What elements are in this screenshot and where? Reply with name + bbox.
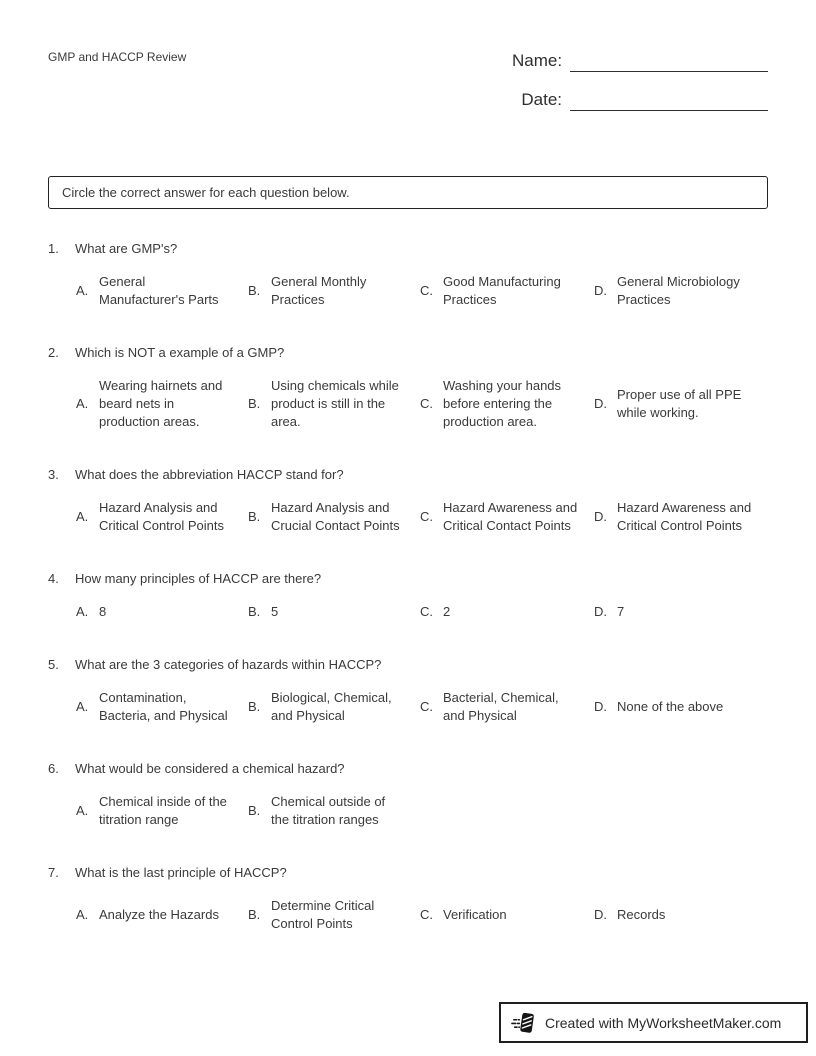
question-number: 5. bbox=[48, 657, 59, 672]
question-item bbox=[48, 656, 768, 725]
instruction-text: Circle the correct answer for each question below. bbox=[62, 185, 350, 200]
worksheet-maker-logo-icon bbox=[511, 1010, 537, 1036]
option-letter: D. bbox=[594, 283, 607, 298]
options-row bbox=[76, 377, 768, 431]
option-letter: B. bbox=[248, 803, 261, 818]
option-item bbox=[420, 273, 594, 309]
option-text: 7 bbox=[617, 604, 625, 619]
option-text: Analyze the Hazards bbox=[99, 907, 219, 922]
option-letter: A. bbox=[76, 699, 89, 714]
question-row bbox=[48, 760, 768, 778]
question-text: What is the last principle of HACCP? bbox=[75, 865, 287, 880]
question-text: What does the abbreviation HACCP stand for? bbox=[75, 467, 344, 482]
option-letter: B. bbox=[248, 699, 261, 714]
question-number: 2. bbox=[48, 345, 59, 360]
date-line bbox=[570, 87, 768, 111]
option-item bbox=[76, 906, 248, 924]
option-text: 8 bbox=[99, 604, 107, 619]
option-text: Hazard Analysis and Crucial Contact Points bbox=[271, 500, 400, 533]
option-text: Washing your hands before entering the production area. bbox=[443, 378, 562, 429]
option-item bbox=[76, 499, 248, 535]
option-item bbox=[248, 377, 420, 431]
option-item bbox=[420, 377, 594, 431]
option-text: Contamination, Bacteria, and Physical bbox=[99, 690, 228, 723]
option-text: Verification bbox=[443, 907, 507, 922]
option-item bbox=[594, 386, 768, 422]
question-text: Which is NOT a example of a GMP? bbox=[75, 345, 285, 360]
option-letter: D. bbox=[594, 604, 607, 619]
option-letter: D. bbox=[594, 907, 607, 922]
option-text: Bacterial, Chemical, and Physical bbox=[443, 690, 559, 723]
option-item bbox=[248, 273, 420, 309]
option-letter: C. bbox=[420, 283, 433, 298]
question-row bbox=[48, 656, 768, 674]
option-text: General Manufacturer's Parts bbox=[99, 274, 219, 307]
option-item bbox=[76, 377, 248, 431]
option-item bbox=[420, 906, 594, 924]
question-row bbox=[48, 240, 768, 258]
option-letter: A. bbox=[76, 803, 89, 818]
name-line bbox=[570, 48, 768, 72]
option-text: Determine Critical Control Points bbox=[271, 898, 375, 931]
question-number: 3. bbox=[48, 467, 59, 482]
option-item bbox=[248, 793, 420, 829]
header bbox=[48, 48, 768, 126]
option-letter: B. bbox=[248, 283, 261, 298]
option-letter: D. bbox=[594, 396, 607, 411]
option-text: 5 bbox=[271, 604, 279, 619]
question-text: What would be considered a chemical hazard? bbox=[75, 761, 345, 776]
option-letter: C. bbox=[420, 396, 433, 411]
option-text: Chemical outside of the titration ranges bbox=[271, 794, 386, 827]
question-item bbox=[48, 864, 768, 933]
option-letter: D. bbox=[594, 699, 607, 714]
question-number: 4. bbox=[48, 571, 59, 586]
option-text: Biological, Chemical, and Physical bbox=[271, 690, 392, 723]
option-text: Hazard Analysis and Critical Control Points bbox=[99, 500, 224, 533]
options-row bbox=[76, 897, 768, 933]
option-letter: C. bbox=[420, 509, 433, 524]
option-letter: A. bbox=[76, 509, 89, 524]
question-text: How many principles of HACCP are there? bbox=[75, 571, 322, 586]
footer-credit-link[interactable] bbox=[499, 1002, 808, 1043]
option-item bbox=[594, 603, 768, 621]
date-row bbox=[512, 87, 768, 111]
option-text: General Microbiology Practices bbox=[617, 274, 740, 307]
option-text: Chemical inside of the titration range bbox=[99, 794, 227, 827]
question-number: 6. bbox=[48, 761, 59, 776]
option-text: Wearing hairnets and beard nets in production areas. bbox=[99, 378, 223, 429]
question-item bbox=[48, 344, 768, 431]
options-row bbox=[76, 689, 768, 725]
option-item bbox=[420, 689, 594, 725]
option-item bbox=[248, 603, 420, 621]
option-item bbox=[76, 793, 248, 829]
option-letter: A. bbox=[76, 396, 89, 411]
question-row bbox=[48, 466, 768, 484]
question-number: 1. bbox=[48, 241, 59, 256]
option-text: Using chemicals while product is still in the area. bbox=[271, 378, 399, 429]
option-item bbox=[248, 689, 420, 725]
option-item bbox=[76, 689, 248, 725]
option-letter: A. bbox=[76, 907, 89, 922]
option-text: Good Manufacturing Practices bbox=[443, 274, 561, 307]
option-letter: B. bbox=[248, 604, 261, 619]
options-row bbox=[76, 499, 768, 535]
question-row bbox=[48, 570, 768, 588]
date-label: Date: bbox=[521, 90, 562, 109]
option-item bbox=[248, 897, 420, 933]
option-letter: C. bbox=[420, 699, 433, 714]
option-text: Hazard Awareness and Critical Control Points bbox=[617, 500, 752, 533]
footer-credit-text: Created with MyWorksheetMaker.com bbox=[545, 1014, 782, 1031]
options-row bbox=[76, 273, 768, 309]
option-letter: D. bbox=[594, 509, 607, 524]
name-row bbox=[512, 48, 768, 72]
option-text: Proper use of all PPE while working. bbox=[617, 387, 742, 420]
question-row bbox=[48, 864, 768, 882]
option-item bbox=[594, 698, 768, 716]
option-item bbox=[420, 603, 594, 621]
option-letter: A. bbox=[76, 604, 89, 619]
option-letter: B. bbox=[248, 396, 261, 411]
option-item bbox=[594, 906, 768, 924]
question-list bbox=[48, 240, 768, 933]
question-number: 7. bbox=[48, 865, 59, 880]
question-item bbox=[48, 760, 768, 829]
name-label: Name: bbox=[512, 51, 563, 70]
option-item bbox=[76, 603, 248, 621]
options-row bbox=[76, 793, 768, 829]
question-item bbox=[48, 570, 768, 621]
option-letter: B. bbox=[248, 509, 261, 524]
option-letter: A. bbox=[76, 283, 89, 298]
question-text: What are the 3 categories of hazards within HACCP? bbox=[75, 657, 382, 672]
option-text: 2 bbox=[443, 604, 451, 619]
option-letter: C. bbox=[420, 907, 433, 922]
question-text: What are GMP's? bbox=[75, 241, 178, 256]
question-item bbox=[48, 466, 768, 535]
question-item bbox=[48, 240, 768, 309]
question-row bbox=[48, 344, 768, 362]
option-text: General Monthly Practices bbox=[271, 274, 367, 307]
option-item bbox=[76, 273, 248, 309]
instruction-box bbox=[48, 176, 768, 209]
options-row bbox=[76, 603, 768, 621]
option-item bbox=[248, 499, 420, 535]
option-item bbox=[594, 273, 768, 309]
option-text: Hazard Awareness and Critical Contact Points bbox=[443, 500, 578, 533]
option-letter: B. bbox=[248, 907, 261, 922]
page-title: GMP and HACCP Review bbox=[48, 50, 187, 64]
option-item bbox=[594, 499, 768, 535]
option-text: None of the above bbox=[617, 699, 724, 714]
name-date-block bbox=[512, 48, 768, 126]
option-text: Records bbox=[617, 907, 666, 922]
option-letter: C. bbox=[420, 604, 433, 619]
option-item bbox=[420, 499, 594, 535]
